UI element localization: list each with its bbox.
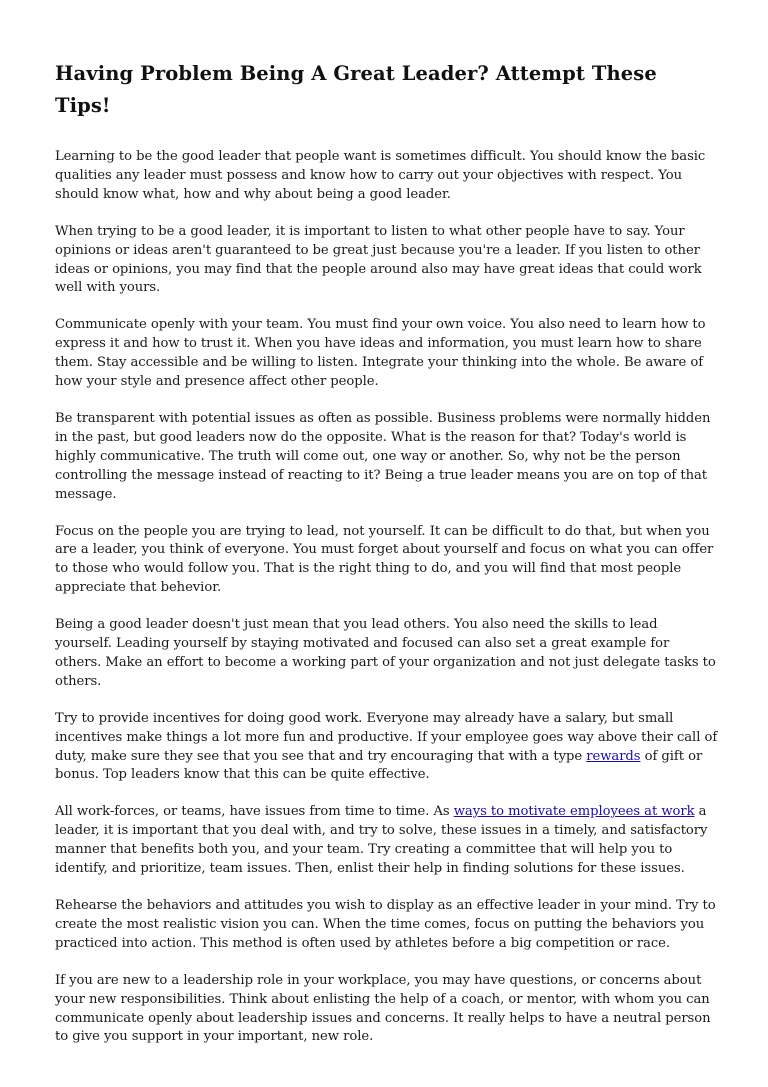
rewards-link[interactable]: rewards bbox=[586, 748, 641, 764]
paragraph-5: Focus on the people you are trying to lead, not yourself. It can be difficult to do that, but when you are a leader, you think of everyone. You must forget about yourself and focus on what you can offer to those who would follow you. That is the right thing to do, and you will find that most people appreciate that behevior. bbox=[55, 523, 714, 596]
paragraph-2: When trying to be a good leader, it is important to listen to what other people have to say. Your opinions or ideas aren't guaranteed to be great just because you're a leader. If you listen to other ideas or opinions, you may find that the people around also may have great ideas that could work well with yours. bbox=[55, 223, 702, 296]
paragraph-3: Communicate openly with your team. You must find your own voice. You also need to learn how to express it and how to trust it. When you have ideas and information, you must learn how to share them. Stay accessible and be willing to listen. Integrate your thinking into the whole. Be aware of how your style and presence affect other people. bbox=[55, 317, 706, 390]
paragraph-8-text-before: All work-forces, or teams, have issues from time to time. As bbox=[55, 804, 454, 820]
paragraph-10: If you are new to a leadership role in your workplace, you may have questions, or concerns about your new responsibilities. Think about enlisting the help of a coach, or mentor, with whom you can communicate openly about leadership issues and concerns. It really helps to have a neutral person to give you support in your important, new role. bbox=[55, 972, 711, 1045]
motivate-employees-link[interactable]: ways to motivate employees at work bbox=[453, 804, 695, 820]
paragraph-9: Rehearse the behaviors and attitudes you wish to display as an effective leader in your mind. Try to create the most realistic vision you can. When the time comes, focus on putting the behaviors you practiced into action. This method is often used by athletes before a big competition or race. bbox=[55, 898, 716, 951]
paragraph-8-text-after: a leader, it is important that you deal with, and try to solve, these issues in a timely, and satisfactory manner that benefits both you, and your team. Try creating a committee that will help you to identify, and prioritize, team issues. Then, enlist their help in finding solutions for these issues. bbox=[55, 804, 708, 877]
page-title: Having Problem Being A Great Leader? Attempt These Tips! bbox=[55, 62, 657, 117]
paragraph-4: Be transparent with potential issues as often as possible. Business problems were normally hidden in the past, but good leaders now do the opposite. What is the reason for that? Today's world is highly communicative. The truth will come out, one way or another. So, why not be the person controlling the message instead of reacting to it? Being a true leader means you are on top of that message. bbox=[55, 410, 711, 502]
paragraph-8 bbox=[55, 803, 718, 879]
paragraph-6: Being a good leader doesn't just mean that you lead others. You also need the skills to lead yourself. Leading yourself by staying motivated and focused can also set a great example for others. Make an effort to become a working part of your organization and not just delegate tasks to others. bbox=[55, 617, 716, 689]
paragraph-1: Learning to be the good leader that people want is sometimes difficult. You should know the basic qualities any leader must possess and know how to carry out your objectives with respect. You should know what, how and why about being a good leader. bbox=[55, 149, 706, 202]
paragraph-7-text-before: Try to provide incentives for doing good work. Everyone may already have a salary, but small incentives make things a lot more fun and productive. If your employee goes way above their call of duty, make sure they see that you see that and try encouraging that with a type bbox=[55, 710, 718, 764]
paragraph-7 bbox=[55, 710, 718, 786]
paragraph-7-text-after: of gift or bonus. Top leaders know that this can be quite effective. bbox=[55, 748, 703, 783]
